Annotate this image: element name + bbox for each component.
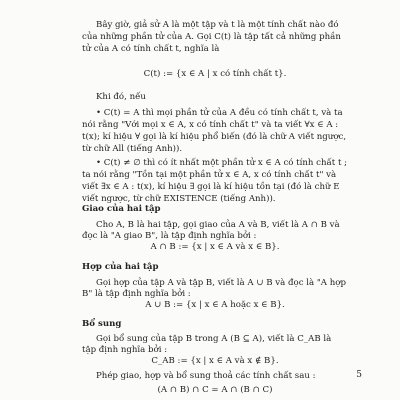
associativity-formula: (A ∩ B) ∩ C = A ∩ (B ∩ C)	[157, 385, 273, 395]
heading-giao: Giao của hai tập	[82, 204, 161, 214]
giao-formula: A ∩ B := {x | x ∈ A và x ∈ B}.	[150, 242, 280, 252]
bullet-existential: • C(t) ≠ ∅ thì có ít nhất một phần tử x ∈ A có tính chất t ; ta nói rằng "Tồn tại một phần tử x ∈ A, x có tính chất t" và viết ∃x ∈ A : t(x), kí hiệu ∃ gọi là kí hiệu tồn tại (đó là chữ E viết ngược, từ chữ EXISTENCE (tiếng Anh)).	[82, 158, 348, 204]
formula-c-t: C(t) := {x ∈ A | x có tính chất t}.	[143, 69, 287, 79]
khi-do-label: Khi đó, nếu	[96, 92, 146, 102]
page-number: 5	[356, 370, 362, 380]
heading-bo-sung: Bổ sung	[82, 319, 122, 329]
hop-text: Gọi hợp của tập A và tập B, viết là A ∪ B và đọc là "A hợp B" là tập định nghĩa bởi :	[82, 278, 346, 300]
bo-sung-text: Gọi bổ sung của tập B trong A (B ⊆ A), viết là C_AB là tập định nghĩa bởi :	[82, 334, 332, 356]
heading-hop: Hợp của hai tập	[82, 262, 159, 272]
hop-formula: A ∪ B := {x | x ∈ A hoặc x ∈ B}.	[145, 300, 285, 310]
properties-text: Phép giao, hợp và bổ sung thoả các tính chất sau :	[96, 371, 316, 381]
intro-paragraph: Bây giờ, giả sử A là một tập và t là một tính chất nào đó của những phần tử của A. Gọi C(t) là tập tất cả những phần tử của A có tính chất t, nghĩa là	[82, 20, 341, 54]
bo-sung-formula: C_AB := {x | x ∈ A và x ∉ B}.	[151, 356, 279, 366]
bullet-universal: • C(t) = A thì mọi phần tử của A đều có tính chất t, và ta nói rằng "Với mọi x ∈ A, x có tính chất t" và ta viết ∀x ∈ A : t(x); kí hiệu ∀ gọi là kí hiệu phổ biến (đó là chữ A viết ngược, từ chữ All (tiếng Anh)).	[82, 108, 347, 154]
giao-text: Cho A, B là hai tập, gọi giao của A và B, viết là A ∩ B và đọc là "A giao B", là tập định nghĩa bởi :	[82, 220, 340, 242]
